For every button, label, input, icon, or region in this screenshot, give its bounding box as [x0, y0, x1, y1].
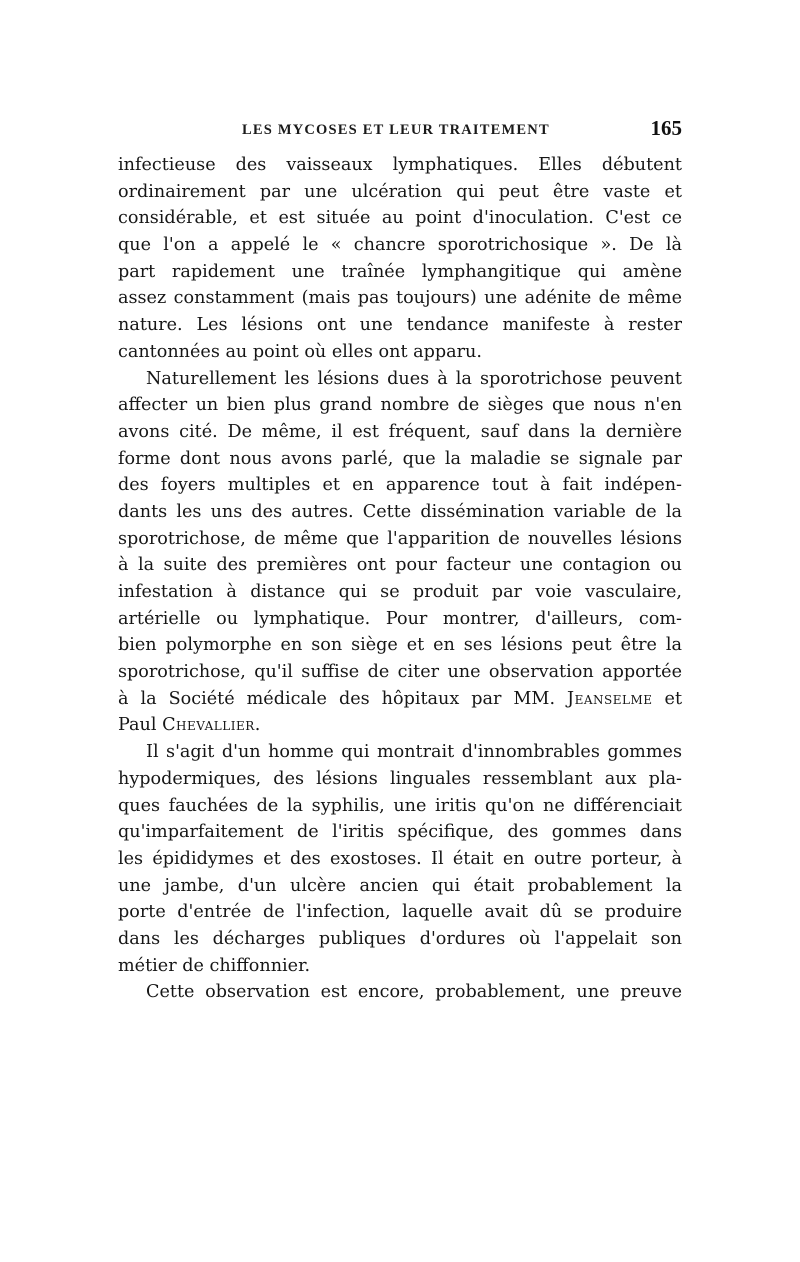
page-header [118, 118, 682, 148]
text-line: hypodermiques, des lésions linguales ressemblant aux pla- [118, 768, 682, 789]
text-segment: Paul [118, 715, 157, 736]
paragraph-end-line [118, 712, 682, 739]
text-segment: à la Société médicale des hôpitaux par MM. [118, 688, 556, 709]
text-line: que l'on a appelé le « chancre sporotrichosique ». De là [118, 235, 682, 256]
text-line: nature. Les lésions ont une tendance manifeste à rester [118, 315, 682, 336]
paragraph-start-line: Il s'agit d'un homme qui montrait d'innombrables gommes [146, 742, 682, 763]
text-line: une jambe, d'un ulcère ancien qui était probablement la [118, 875, 682, 896]
text-line: artérielle ou lymphatique. Pour montrer, d'ailleurs, com- [118, 608, 682, 629]
author-name-jeanselme: Jeanselme [567, 688, 653, 709]
text-line: ordinairement par une ulcération qui peut être vaste et [118, 181, 682, 202]
body-text [118, 152, 682, 1006]
text-line: assez constamment (mais pas toujours) une adénite de même [118, 288, 682, 309]
text-line: dans les décharges publiques d'ordures où l'appelait son [118, 928, 682, 949]
conjunction: et [664, 688, 682, 709]
text-line: dants les uns des autres. Cette dissémination variable de la [118, 501, 682, 522]
text-line: sporotrichose, de même que l'apparition de nouvelles lésions [118, 528, 682, 549]
text-line: les épididymes et des exostoses. Il était en outre porteur, à [118, 848, 682, 869]
paragraph-end-line: métier de chiffonnier. [118, 955, 311, 976]
paragraph-start-line: Naturellement les lésions dues à la sporotrichose peuvent [146, 368, 682, 389]
text-line: bien polymorphe en son siège et en ses lésions peut être la [118, 635, 682, 656]
text-line: forme dont nous avons parlé, que la maladie se signale par [118, 448, 682, 469]
text-line: sporotrichose, qu'il suffise de citer une observation apportée [118, 662, 682, 683]
text-line: considérable, et est située au point d'inoculation. C'est ce [118, 208, 682, 229]
paragraph-start-line: Cette observation est encore, probablement, une preuve [146, 982, 682, 1003]
text-line: affecter un bien plus grand nombre de sièges que nous n'en [118, 395, 682, 416]
author-name-chevallier: Chevallier. [162, 715, 261, 736]
text-line: infestation à distance qui se produit par voie vasculaire, [118, 582, 682, 602]
text-line: avons cité. De même, il est fréquent, sauf dans la dernière [118, 421, 682, 442]
running-title: LES MYCOSES ET LEUR TRAITEMENT [242, 122, 550, 138]
text-line: qu'imparfaitement de l'iritis spécifique, des gommes dans [118, 822, 682, 843]
text-line: des foyers multiples et en apparence tout à fait indépen- [118, 475, 682, 496]
text-line: ques fauchées de la syphilis, une iritis qu'on ne différenciait [118, 795, 682, 816]
text-line: porte d'entrée de l'infection, laquelle avait dû se produire [118, 902, 682, 923]
page-number: 165 [650, 116, 682, 140]
paragraph-end-line: cantonnées au point où elles ont apparu. [118, 341, 482, 362]
text-line: à la suite des premières ont pour facteur une contagion ou [118, 555, 682, 576]
text-line: part rapidement une traînée lymphangitique qui amène [118, 261, 682, 282]
text-line: infectieuse des vaisseaux lymphatiques. Elles débutent [118, 155, 682, 175]
text-line-with-name [118, 686, 682, 713]
